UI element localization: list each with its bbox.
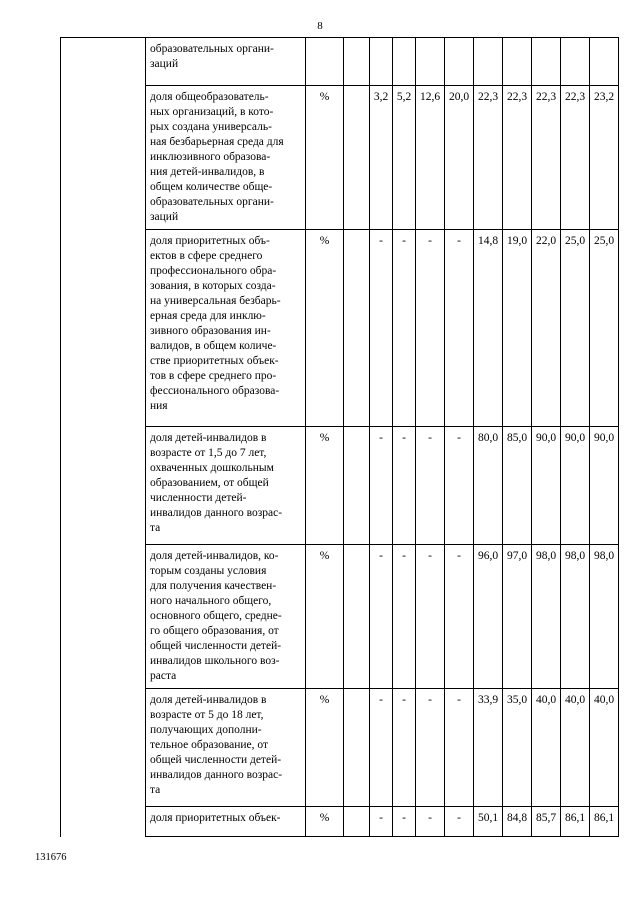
value-cell: - [370,427,393,545]
value-cell [416,38,445,86]
value-cell: 80,0 [474,427,503,545]
label-line: на универсальная безбарь- [150,295,281,307]
value-cell: 5,2 [393,86,416,230]
table-row [61,689,619,807]
indicator-label-cell [146,230,306,427]
value-cell: 40,0 [532,689,561,807]
label-line: торым созданы условия [150,565,267,577]
unit-cell: % [306,545,344,689]
section-cell [61,545,146,689]
label-line: охваченных дошкольным [150,462,274,474]
value-cell [344,427,370,545]
value-cell: 90,0 [561,427,590,545]
label-line: возрасте от 5 до 18 лет, [150,709,264,721]
label-line: образовательных органи- [150,196,274,208]
value-cell: 98,0 [532,545,561,689]
value-cell: - [416,545,445,689]
unit-cell: % [306,689,344,807]
table-row [61,807,619,837]
value-cell [344,545,370,689]
value-cell [532,38,561,86]
label-line: раста [150,670,177,682]
label-line: ных организаций, в кото- [150,106,274,118]
value-cell: 20,0 [445,86,474,230]
table-row [61,427,619,545]
value-cell: 22,0 [532,230,561,427]
label-line: доля приоритетных объ- [150,235,270,247]
value-cell [344,86,370,230]
value-cell: 14,8 [474,230,503,427]
value-cell: 12,6 [416,86,445,230]
section-cell [61,38,146,86]
value-cell: - [416,689,445,807]
value-cell: - [416,230,445,427]
value-cell [344,689,370,807]
value-cell: 85,0 [503,427,532,545]
value-cell: - [370,545,393,689]
value-cell: 98,0 [561,545,590,689]
value-cell: - [445,427,474,545]
label-line: ектов в сфере среднего [150,250,263,262]
label-line: получающих дополни- [150,724,262,736]
label-line: ния детей-инвалидов, в [150,166,265,178]
value-cell: 22,3 [503,86,532,230]
label-line: зивного образования ин- [150,325,271,337]
unit-cell: % [306,427,344,545]
value-cell: 25,0 [561,230,590,427]
value-cell: 98,0 [590,545,619,689]
label-line: та [150,522,161,534]
value-cell: - [370,807,393,837]
value-cell [503,38,532,86]
label-line: ерная среда для инклю- [150,310,266,322]
value-cell [561,38,590,86]
label-line: образовательных органи- [150,43,274,55]
value-cell: 40,0 [561,689,590,807]
label-line: профессионального обра- [150,265,277,277]
value-cell: 19,0 [503,230,532,427]
label-line: доля приоритетных объек- [150,812,281,824]
label-line: зования, в которых созда- [150,280,276,292]
section-cell [61,689,146,807]
unit-cell: % [306,86,344,230]
value-cell: - [370,689,393,807]
label-line: стве приоритетных объек- [150,355,279,367]
section-cell [61,86,146,230]
value-cell: 40,0 [590,689,619,807]
indicators-table [60,37,619,837]
indicator-label-cell [146,689,306,807]
indicator-label-cell [146,545,306,689]
value-cell: - [393,427,416,545]
indicator-label-cell [146,38,306,86]
unit-cell [306,38,344,86]
table-row [61,86,619,230]
label-line: ния [150,400,168,412]
value-cell [344,230,370,427]
label-line: доля общеобразователь- [150,91,269,103]
value-cell: - [393,689,416,807]
value-cell: - [393,230,416,427]
section-cell [61,427,146,545]
value-cell: 86,1 [561,807,590,837]
value-cell: 23,2 [590,86,619,230]
label-line: го общего образования, от [150,625,279,637]
label-line: инклюзивного образова- [150,151,271,163]
value-cell: 84,8 [503,807,532,837]
value-cell [445,38,474,86]
indicator-label-cell [146,427,306,545]
page-number: 8 [317,20,323,32]
value-cell: 25,0 [590,230,619,427]
value-cell: 96,0 [474,545,503,689]
label-line: валидов, в общем количе- [150,340,277,352]
label-line: ного начального общего, [150,595,272,607]
value-cell: 22,3 [474,86,503,230]
value-cell: 90,0 [590,427,619,545]
value-cell: 97,0 [503,545,532,689]
value-cell: 33,9 [474,689,503,807]
unit-cell: % [306,230,344,427]
table-body [61,38,619,837]
value-cell [370,38,393,86]
label-line: основного общего, средне- [150,610,282,622]
indicator-label-cell [146,807,306,837]
value-cell: - [445,230,474,427]
value-cell: - [393,807,416,837]
label-line: общей численности детей- [150,640,282,652]
table-row [61,545,619,689]
label-line: численности детей- [150,492,247,504]
value-cell [344,38,370,86]
section-cell [61,230,146,427]
label-line: заций [150,58,179,70]
document-code: 131676 [35,852,67,863]
table-row [61,230,619,427]
value-cell: 50,1 [474,807,503,837]
value-cell: - [416,807,445,837]
label-line: рых создана универсаль- [150,121,272,133]
value-cell [474,38,503,86]
label-line: общей численности детей- [150,754,282,766]
value-cell [590,38,619,86]
value-cell: 85,7 [532,807,561,837]
value-cell: - [416,427,445,545]
label-line: возрасте от 1,5 до 7 лет, [150,447,267,459]
label-line: доля детей-инвалидов, ко- [150,550,279,562]
value-cell [344,807,370,837]
value-cell: - [370,230,393,427]
label-line: общем количестве обще- [150,181,273,193]
label-line: образованием, от общей [150,477,269,489]
value-cell: 22,3 [561,86,590,230]
label-line: инвалидов данного возрас- [150,769,283,781]
label-line: та [150,784,161,796]
value-cell: - [445,807,474,837]
table-row [61,38,619,86]
value-cell: 86,1 [590,807,619,837]
value-cell: 3,2 [370,86,393,230]
label-line: доля детей-инвалидов в [150,432,267,444]
value-cell: - [393,545,416,689]
value-cell [393,38,416,86]
label-line: инвалидов школьного воз- [150,655,280,667]
label-line: ная безбарьерная среда для [150,136,284,148]
section-cell [61,807,146,837]
label-line: фессионального образова- [150,385,280,397]
value-cell: - [445,545,474,689]
value-cell: - [445,689,474,807]
unit-cell: % [306,807,344,837]
label-line: заций [150,211,179,223]
label-line: инвалидов данного возрас- [150,507,283,519]
label-line: доля детей-инвалидов в [150,694,267,706]
label-line: тов в сфере среднего про- [150,370,277,382]
label-line: тельное образование, от [150,739,268,751]
indicator-label-cell [146,86,306,230]
value-cell: 35,0 [503,689,532,807]
value-cell: 90,0 [532,427,561,545]
label-line: для получения качествен- [150,580,277,592]
value-cell: 22,3 [532,86,561,230]
